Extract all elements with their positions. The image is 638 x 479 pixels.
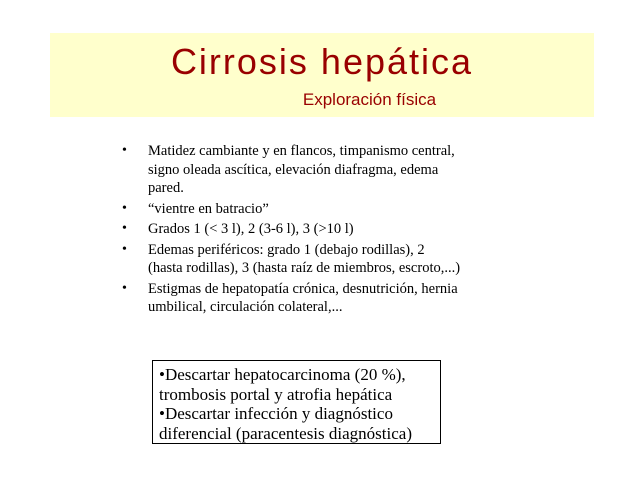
bullet-list <box>122 142 462 319</box>
note-line: •Descartar infección y diagnóstico diferencial (paracentesis diagnóstica) <box>159 404 412 443</box>
bullet-icon: • <box>122 221 127 236</box>
bullet-item <box>122 200 462 219</box>
bullet-item <box>122 220 462 239</box>
bullet-icon: • <box>122 143 127 158</box>
bullet-item <box>122 241 462 278</box>
bullet-item <box>122 142 462 198</box>
bullet-icon: • <box>122 200 127 216</box>
bullet-text: “vientre en batracio” <box>148 200 269 217</box>
bullet-text: Estigmas de hepatopatía crónica, desnutrición, hernia umbilical, circulación colateral,... <box>148 280 458 315</box>
bullet-text: Matidez cambiante y en flancos, timpanismo central, signo oleada ascítica, elevación diafragma, edema pared. <box>148 143 455 196</box>
bullet-text: Grados 1 (< 3 l), 2 (3-6 l), 3 (>10 l) <box>148 221 354 237</box>
slide-subtitle: Exploración física <box>302 90 437 109</box>
slide-title: Cirrosis hepática <box>170 41 474 82</box>
title-band <box>50 33 594 117</box>
bullet-icon: • <box>122 241 127 257</box>
bullet-text: Edemas periféricos: grado 1 (debajo rodillas), 2 (hasta rodillas), 3 (hasta raíz de miembros, escroto,...) <box>148 241 461 276</box>
bullet-item <box>122 280 462 317</box>
bullet-icon: • <box>122 280 127 296</box>
note-line: •Descartar hepatocarcinoma (20 %), trombosis portal y atrofia hepática <box>159 365 406 404</box>
note-box <box>152 360 441 444</box>
